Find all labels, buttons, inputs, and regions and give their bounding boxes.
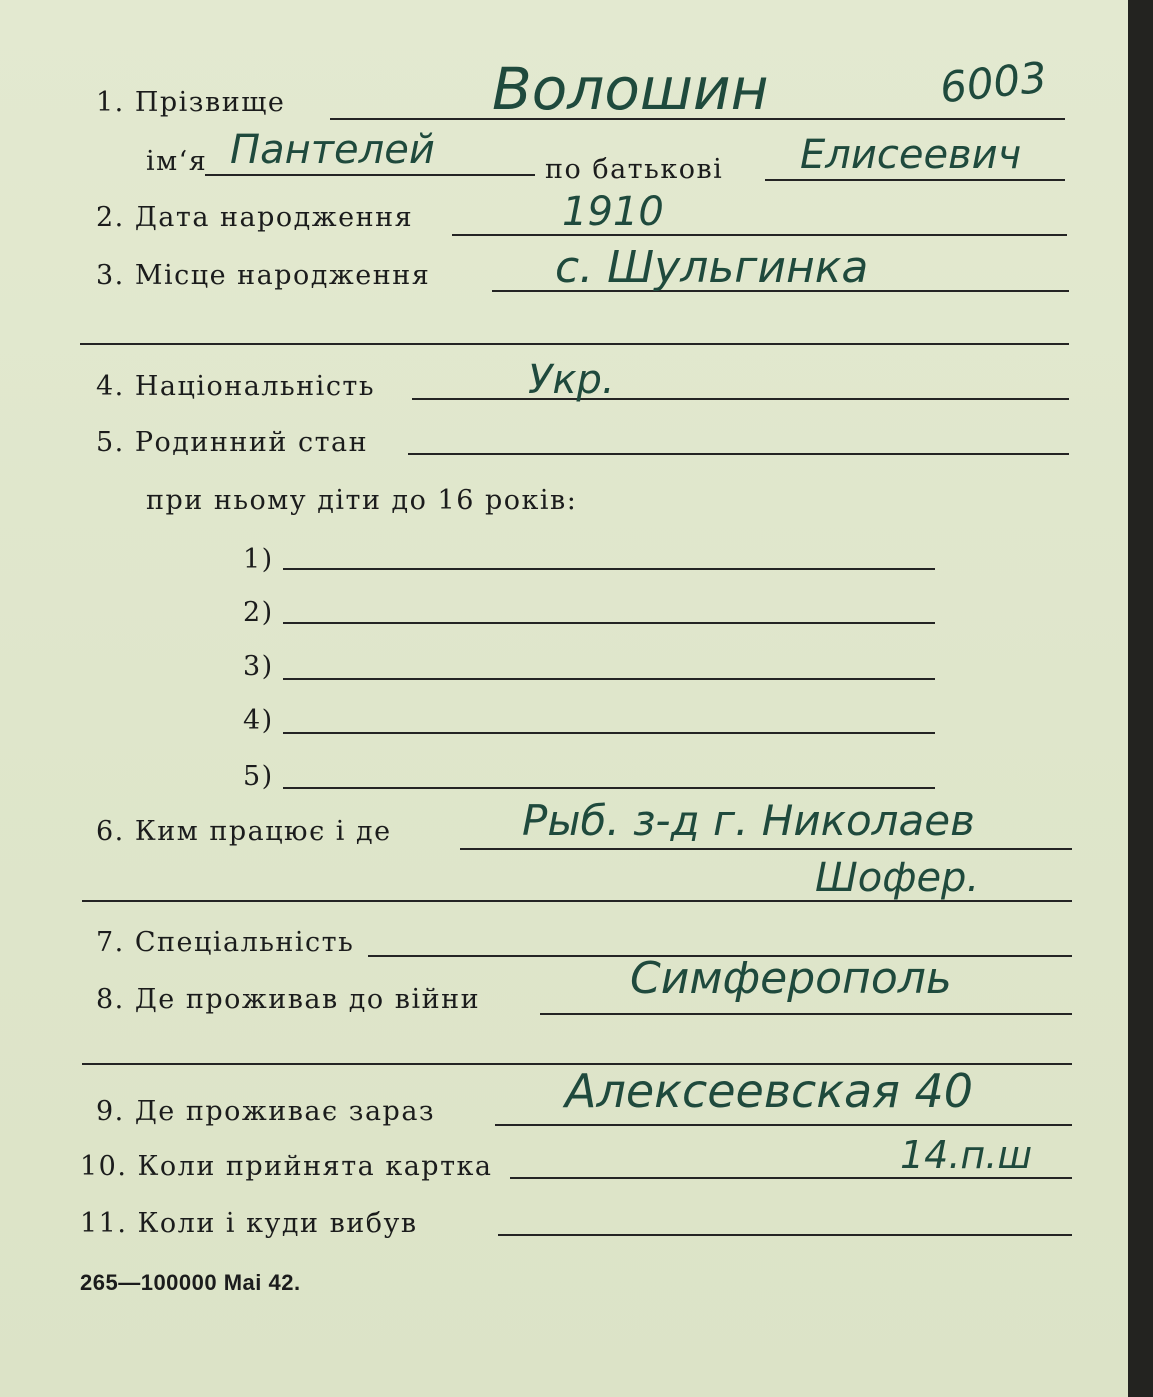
line-marital-status — [408, 453, 1069, 455]
label-nationality: 4. Національність — [96, 371, 376, 402]
line-child-1 — [283, 568, 935, 570]
label-name: ім‘я — [146, 146, 208, 177]
label-children: при ньому діти до 16 років: — [146, 485, 578, 516]
line-birth-date — [452, 234, 1067, 236]
label-surname: 1. Прізвище — [96, 87, 286, 118]
line-child-2 — [283, 622, 935, 624]
line-child-5 — [283, 787, 935, 789]
line-name — [205, 174, 535, 176]
line-departure — [498, 1234, 1072, 1236]
label-birth-date: 2. Дата народження — [96, 202, 414, 233]
handwritten-surname: Волошин — [492, 55, 769, 123]
label-birth-place: 3. Місце народження — [96, 260, 431, 291]
label-prewar-residence: 8. Де проживав до війни — [96, 984, 481, 1015]
line-card-date — [510, 1177, 1072, 1179]
line-child-3 — [283, 678, 935, 680]
handwritten-patronymic: Елисеевич — [800, 132, 1022, 178]
print-run-footer: 265—100000 Mai 42. — [80, 1270, 301, 1295]
line-child-4 — [283, 732, 935, 734]
label-card-date: 10. Коли прийнята картка — [80, 1151, 493, 1182]
label-specialty: 7. Спеціальність — [96, 927, 355, 958]
label-departure: 11. Коли і куди вибув — [80, 1208, 418, 1239]
label-work: 6. Ким працює і де — [96, 816, 392, 847]
handwritten-work-place: Рыб. з-д г. Николаев — [522, 796, 975, 845]
label-child-5: 5) — [243, 761, 274, 792]
handwritten-name: Пантелей — [230, 127, 435, 173]
handwritten-nationality: Укр. — [528, 357, 615, 403]
line-current-residence — [495, 1124, 1072, 1126]
handwritten-card-date: 14.п.ш — [900, 1133, 1033, 1177]
label-current-residence: 9. Де проживає зараз — [96, 1096, 436, 1127]
line-work — [460, 848, 1072, 850]
line-prewar-residence — [540, 1013, 1072, 1015]
label-child-4: 4) — [243, 705, 274, 736]
line-birth-place-2 — [80, 343, 1069, 345]
handwritten-birth-place: с. Шульгинка — [555, 242, 869, 293]
handwritten-card-number: 6003 — [937, 52, 1050, 113]
line-nationality — [412, 398, 1069, 400]
label-patronymic: по батькові — [545, 154, 724, 185]
handwritten-birth-date: 1910 — [562, 189, 664, 235]
handwritten-prewar-residence: Симферополь — [630, 953, 952, 1004]
line-patronymic — [765, 179, 1065, 181]
label-marital-status: 5. Родинний стан — [96, 427, 369, 458]
dark-background-edge — [1128, 0, 1153, 1397]
label-child-1: 1) — [243, 544, 274, 575]
handwritten-current-residence: Алексеевская 40 — [565, 1064, 974, 1118]
handwritten-work-role: Шофер. — [815, 855, 980, 901]
label-child-2: 2) — [243, 597, 274, 628]
label-child-3: 3) — [243, 651, 274, 682]
